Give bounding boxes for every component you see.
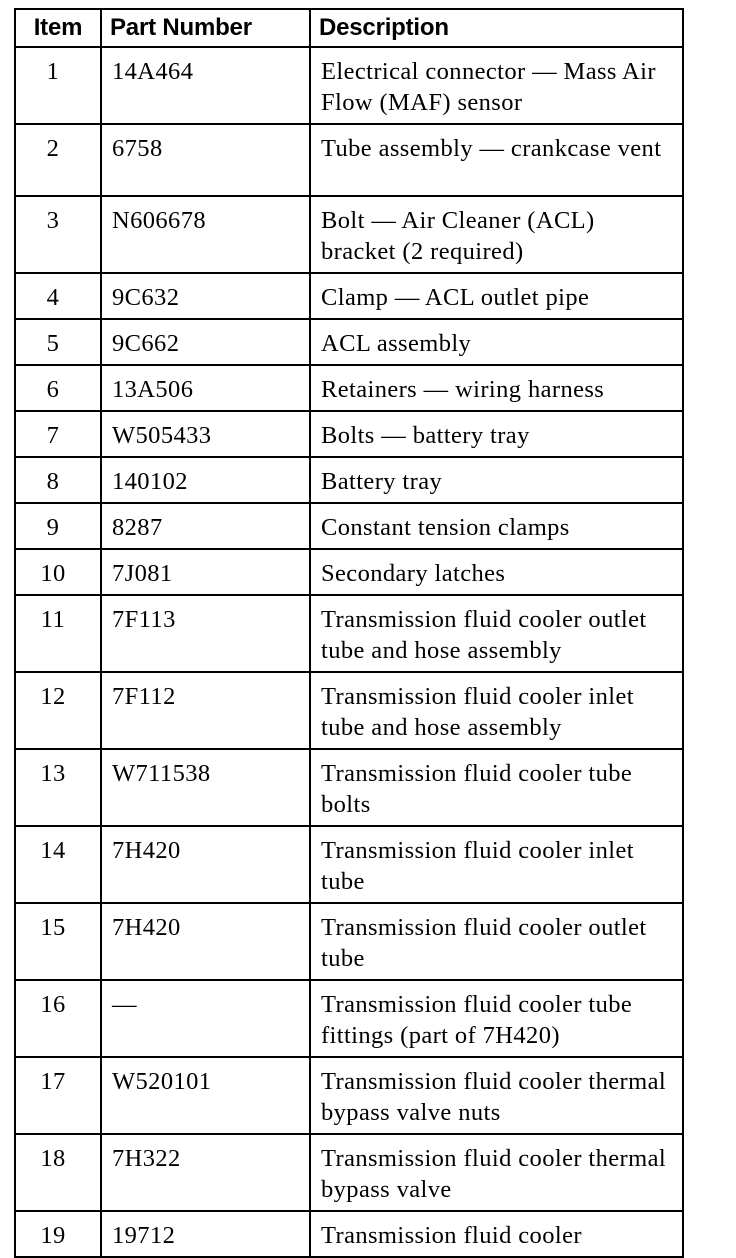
table-row — [15, 365, 683, 411]
item-number: 9 — [15, 503, 101, 549]
item-number: 1 — [15, 47, 101, 124]
table-row — [15, 595, 683, 672]
description: Transmission fluid cooler thermal bypass valve — [310, 1134, 683, 1211]
table-row — [15, 196, 683, 273]
item-number: 7 — [15, 411, 101, 457]
item-number: 3 — [15, 196, 101, 273]
table-row — [15, 47, 683, 124]
part-number: 7F113 — [101, 595, 310, 672]
parts-table — [14, 8, 684, 1258]
description: Bolt — Air Cleaner (ACL) bracket (2 required) — [310, 196, 683, 273]
description: Transmission fluid cooler inlet tube — [310, 826, 683, 903]
table-row — [15, 1134, 683, 1211]
description: Electrical connector — Mass Air Flow (MAF) sensor — [310, 47, 683, 124]
description: Transmission fluid cooler thermal bypass valve nuts — [310, 1057, 683, 1134]
description: Clamp — ACL outlet pipe — [310, 273, 683, 319]
part-number: 13A506 — [101, 365, 310, 411]
item-number: 14 — [15, 826, 101, 903]
item-number: 11 — [15, 595, 101, 672]
item-number: 10 — [15, 549, 101, 595]
header-part-number: Part Number — [101, 9, 310, 47]
part-number: 14A464 — [101, 47, 310, 124]
table-row — [15, 826, 683, 903]
item-number: 2 — [15, 124, 101, 196]
part-number: 7H420 — [101, 826, 310, 903]
table-row — [15, 319, 683, 365]
item-number: 5 — [15, 319, 101, 365]
table-row — [15, 1057, 683, 1134]
part-number: 9C662 — [101, 319, 310, 365]
header-row — [15, 9, 683, 47]
description: Secondary latches — [310, 549, 683, 595]
table-row — [15, 273, 683, 319]
table-row — [15, 503, 683, 549]
description: Retainers — wiring harness — [310, 365, 683, 411]
part-number: N606678 — [101, 196, 310, 273]
description: Transmission fluid cooler inlet tube and hose assembly — [310, 672, 683, 749]
part-number: 140102 — [101, 457, 310, 503]
part-number: 9C632 — [101, 273, 310, 319]
table-row — [15, 124, 683, 196]
item-number: 8 — [15, 457, 101, 503]
table-row — [15, 411, 683, 457]
description: Transmission fluid cooler tube bolts — [310, 749, 683, 826]
item-number: 17 — [15, 1057, 101, 1134]
item-number: 16 — [15, 980, 101, 1057]
part-number: 7H322 — [101, 1134, 310, 1211]
item-number: 4 — [15, 273, 101, 319]
part-number: 7H420 — [101, 903, 310, 980]
description: Bolts — battery tray — [310, 411, 683, 457]
description: Constant tension clamps — [310, 503, 683, 549]
item-number: 18 — [15, 1134, 101, 1211]
part-number: 6758 — [101, 124, 310, 196]
header-description: Description — [310, 9, 683, 47]
description: Transmission fluid cooler tube fittings (part of 7H420) — [310, 980, 683, 1057]
item-number: 19 — [15, 1211, 101, 1257]
item-number: 15 — [15, 903, 101, 980]
part-number: — — [101, 980, 310, 1057]
table-row — [15, 457, 683, 503]
part-number: W711538 — [101, 749, 310, 826]
description: ACL assembly — [310, 319, 683, 365]
table-row — [15, 980, 683, 1057]
description: Battery tray — [310, 457, 683, 503]
part-number: 19712 — [101, 1211, 310, 1257]
item-number: 13 — [15, 749, 101, 826]
table-row — [15, 672, 683, 749]
table-row — [15, 1211, 683, 1257]
description: Transmission fluid cooler outlet tube and hose assembly — [310, 595, 683, 672]
table-row — [15, 749, 683, 826]
table-row — [15, 903, 683, 980]
part-number: W520101 — [101, 1057, 310, 1134]
item-number: 12 — [15, 672, 101, 749]
description: Transmission fluid cooler — [310, 1211, 683, 1257]
description: Transmission fluid cooler outlet tube — [310, 903, 683, 980]
description: Tube assembly — crankcase vent — [310, 124, 683, 196]
item-number: 6 — [15, 365, 101, 411]
header-item: Item — [15, 9, 101, 47]
table-row — [15, 549, 683, 595]
part-number: W505433 — [101, 411, 310, 457]
part-number: 8287 — [101, 503, 310, 549]
part-number: 7F112 — [101, 672, 310, 749]
part-number: 7J081 — [101, 549, 310, 595]
